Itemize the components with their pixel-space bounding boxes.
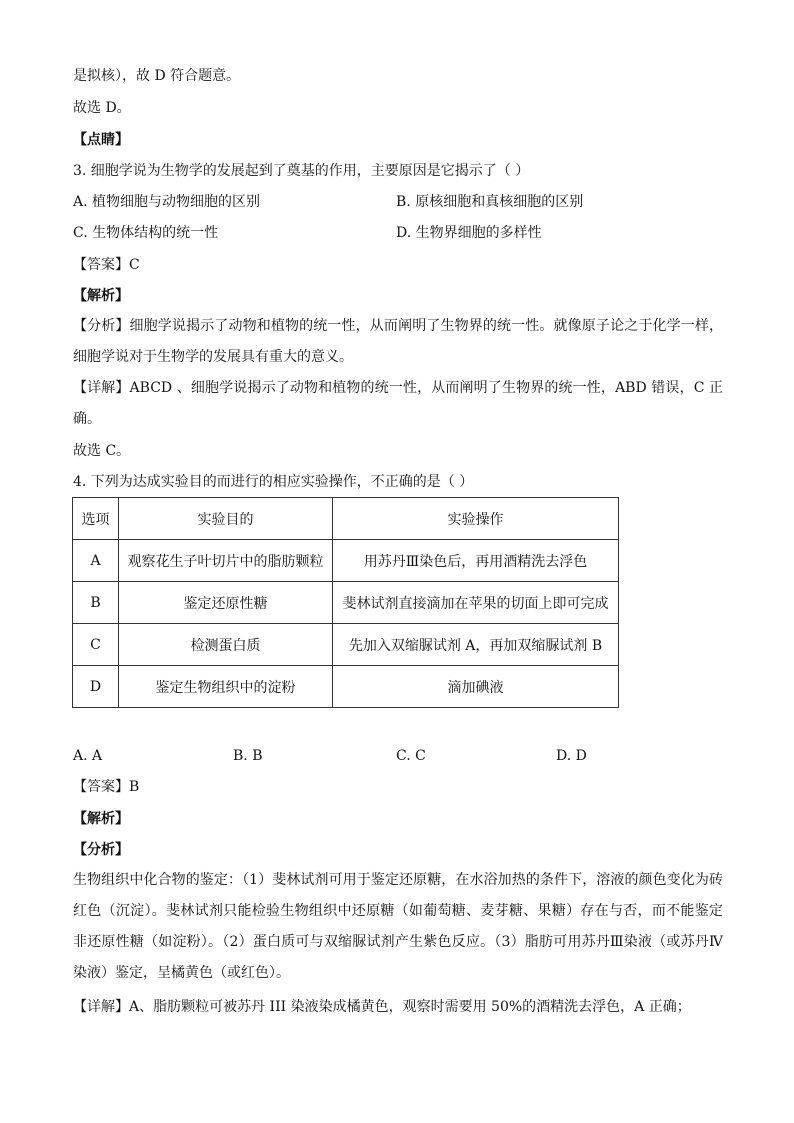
table-cell: 先加入双缩脲试剂 A，再加双缩脲试剂 B	[333, 624, 619, 666]
q4-choice-d: D. D	[556, 748, 587, 764]
table-header-cell: 选项	[73, 498, 119, 540]
table-cell: 鉴定生物组织中的淀粉	[119, 666, 333, 708]
q3-option-d: D. 生物界细胞的多样性	[396, 225, 542, 241]
q4-answer: 【答案】B	[73, 779, 140, 795]
experiment-table	[72, 497, 619, 708]
table-cell: 用苏丹Ⅲ染色后，再用酒精洗去浮色	[333, 540, 619, 582]
q4-analysis-header: 【解析】	[73, 811, 129, 827]
q3-option-a: A. 植物细胞与动物细胞的区别	[73, 194, 261, 210]
q4-choice-c: C. C	[396, 748, 426, 764]
question-4-stem: 4. 下列为达成实验目的而进行的相应实验操作，不正确的是（ ）	[73, 474, 474, 490]
section-label-dianjing: 【点睛】	[73, 132, 129, 148]
table-row	[73, 582, 619, 624]
q3-option-c: C. 生物体结构的统一性	[73, 225, 219, 241]
q3-analysis-xiangjie: 【详解】ABCD 、细胞学说揭示了动物和植物的统一性，从而阐明了生物界的统一性，ABD 错误，C 正确。	[73, 380, 723, 427]
text-line: 故选 D。	[73, 100, 131, 116]
q4-choice-a: A. A	[73, 748, 103, 764]
q4-choice-b: B. B	[233, 748, 263, 764]
q4-fenxi-body: 生物组织中化合物的鉴定：（1）斐林试剂可用于鉴定还原糖，在水浴加热的条件下，溶液的颜色变化为砖红色（沉淀）。斐林试剂只能检验生物组织中还原糖（如葡萄糖、麦芽糖、果糖）存在与否，而不能鉴定非还原性糖（如淀粉）。（2）蛋白质可与双缩脲试剂产生紫色反应。（3）脂肪可用苏丹Ⅲ染液（或苏丹Ⅳ染液）鉴定，呈橘黄色（或红色）。	[73, 872, 723, 981]
table-row	[73, 540, 619, 582]
q3-analysis-fenxi: 【分析】细胞学说揭示了动物和植物的统一性，从而阐明了生物界的统一性。就像原子论之于化学一样，细胞学说对于生物学的发展具有重大的意义。	[73, 318, 723, 365]
table-header-cell: 实验目的	[119, 498, 333, 540]
q3-option-b: B. 原核细胞和真核细胞的区别	[396, 194, 584, 210]
table-cell: B	[73, 582, 119, 624]
q4-xiangjie: 【详解】A、脂肪颗粒可被苏丹 III 染液染成橘黄色，观察时需要用 50%的酒精洗去浮色，A 正确；	[73, 999, 691, 1015]
table-header-cell: 实验操作	[333, 498, 619, 540]
q3-conclusion: 故选 C。	[73, 443, 131, 459]
table-cell: 斐林试剂直接滴加在苹果的切面上即可完成	[333, 582, 619, 624]
q3-analysis-header: 【解析】	[73, 288, 129, 304]
text-line: 是拟核），故 D 符合题意。	[73, 68, 241, 84]
table-cell: 滴加碘液	[333, 666, 619, 708]
table-cell: 鉴定还原性糖	[119, 582, 333, 624]
table-row	[73, 624, 619, 666]
table-header-row	[73, 498, 619, 540]
table-cell: C	[73, 624, 119, 666]
question-3-stem: 3. 细胞学说为生物学的发展起到了奠基的作用，主要原因是它揭示了（ ）	[73, 163, 530, 179]
q4-fenxi-header: 【分析】	[73, 842, 129, 858]
q3-answer: 【答案】C	[73, 257, 140, 273]
table-cell: A	[73, 540, 119, 582]
table-cell: 观察花生子叶切片中的脂肪颗粒	[119, 540, 333, 582]
table-cell: D	[73, 666, 119, 708]
table-row	[73, 666, 619, 708]
table-cell: 检测蛋白质	[119, 624, 333, 666]
